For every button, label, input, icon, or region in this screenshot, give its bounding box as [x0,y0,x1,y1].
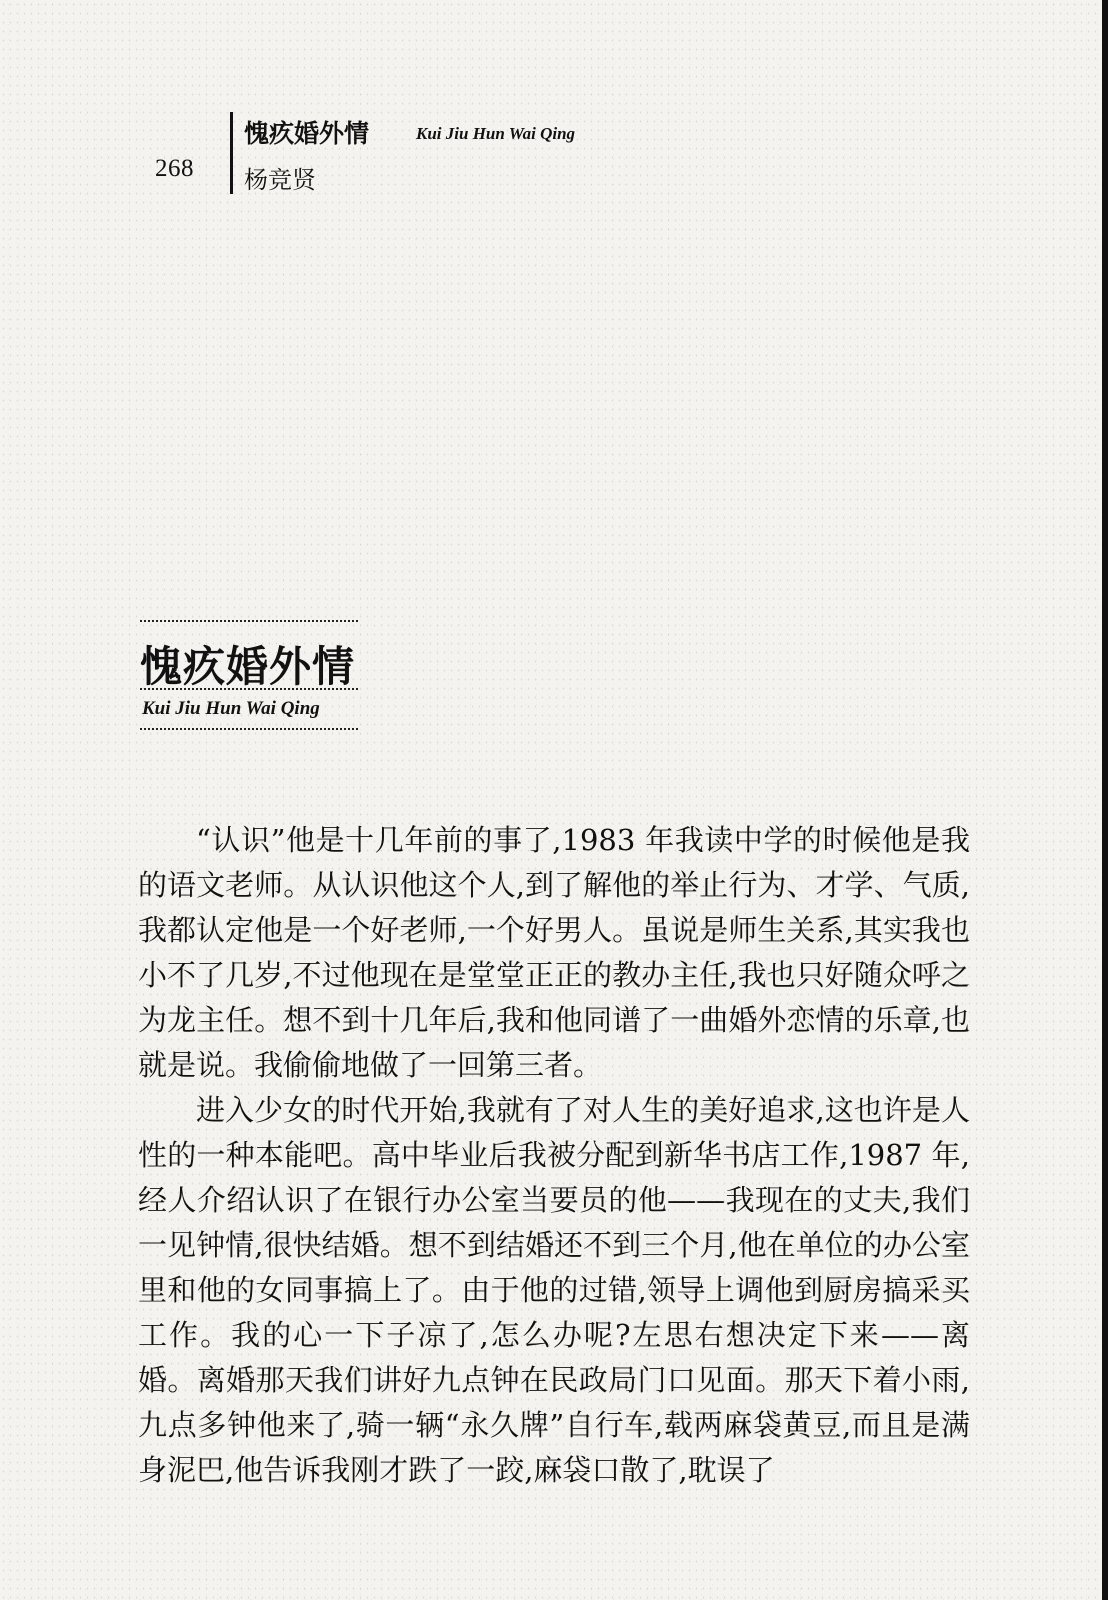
title-rule-top [140,620,358,622]
article-body [138,818,970,1493]
body-paragraph: “认识”他是十几年前的事了,1983 年我读中学的时候他是我的语文老师。从认识他这个人,到了解他的举止行为、才学、气质,我都认定他是一个好老师,一个好男人。虽说是师生关系,其实我也小不了几岁,不过他现在是堂堂正正的教办主任,我也只好随众呼之为龙主任。想不到十几年后,我和他同谱了一曲婚外恋情的乐章,也就是说。我偷偷地做了一回第三者。 [138,823,970,1082]
author-name: 杨竞贤 [244,166,316,194]
title-rule-bottom [140,728,358,730]
running-title: 愧疚婚外情 [244,119,370,148]
article-title-pinyin: Kui Jiu Hun Wai Qing [142,698,320,719]
running-header [150,108,750,198]
page-edge-shadow [1102,0,1108,1600]
title-rule-middle [140,688,358,690]
page-number: 268 [155,155,194,182]
body-paragraph: 进入少女的时代开始,我就有了对人生的美好追求,这也许是人性的一种本能吧。高中毕业后我被分配到新华书店工作,1987 年,经人介绍认识了在银行办公室当要员的他——我现在的丈夫,我们一见钟情,很快结婚。想不到结婚还不到三个月,他在单位的办公室里和他的女同事搞上了。由于他的过错,领导上调他到厨房搞采买工作。我的心一下子凉了,怎么办呢?左思右想决定下来——离婚。离婚那天我们讲好九点钟在民政局门口见面。那天下着小雨,九点多钟他来了,骑一辆“永久牌”自行车,载两麻袋黄豆,而且是满身泥巴,他告诉我刚才跌了一跤,麻袋口散了,耽误了 [138,1093,970,1487]
article-title-block [140,620,360,746]
article-title: 愧疚婚外情 [140,642,356,691]
running-title-pinyin: Kui Jiu Hun Wai Qing [416,124,576,143]
header-divider [230,112,233,194]
